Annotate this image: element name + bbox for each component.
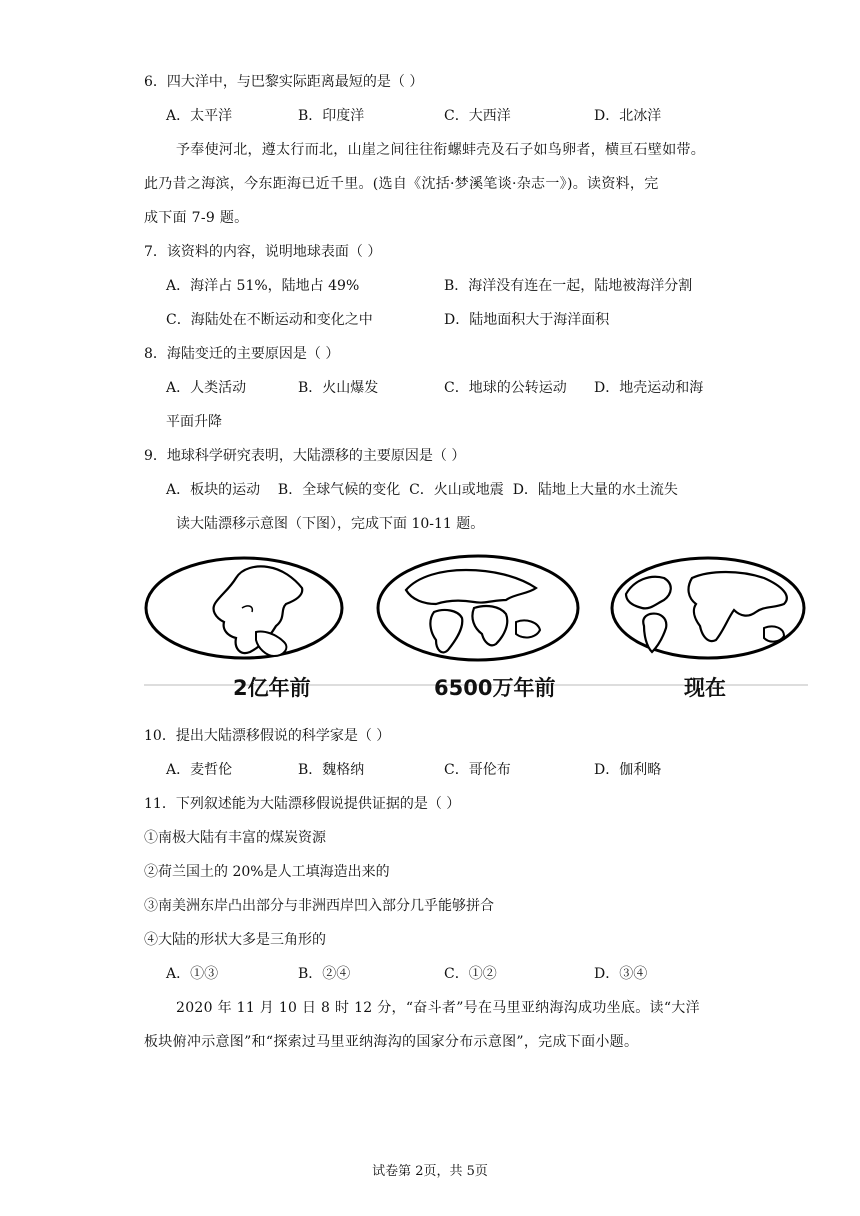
globe-200-million-years bbox=[146, 558, 342, 658]
q8-option-d-continuation: 平面升降 bbox=[166, 414, 222, 430]
q8-option-a: A．人类活动 bbox=[166, 380, 247, 396]
q8-option-d: D．地壳运动和海 bbox=[594, 380, 704, 396]
q11-stem: 11．下列叙述能为大陆漂移假说提供证据的是（ ） bbox=[144, 796, 461, 812]
q11-item-2: ②荷兰国土的 20%是人工填海造出来的 bbox=[144, 864, 390, 880]
q7-option-a: A．海洋占 51%，陆地占 49% bbox=[166, 278, 360, 294]
q8-option-c: C．地球的公转运动 bbox=[444, 380, 567, 396]
q10-option-a: A．麦哲伦 bbox=[166, 762, 233, 778]
q7-stem: 7．该资料的内容，说明地球表面（ ） bbox=[144, 244, 382, 260]
caption-present: 现在 bbox=[684, 676, 726, 700]
q10-option-c: C．哥伦布 bbox=[444, 762, 511, 778]
q11-item-3: ③南美洲东岸凸出部分与非洲西岸凹入部分几乎能够拼合 bbox=[144, 898, 494, 914]
q6-option-b: B．印度洋 bbox=[298, 108, 365, 124]
q10-option-d: D．伽利略 bbox=[594, 762, 662, 778]
q11-item-4: ④大陆的形状大多是三角形的 bbox=[144, 932, 326, 948]
q9-stem: 9．地球科学研究表明，大陆漂移的主要原因是（ ） bbox=[144, 448, 466, 464]
passage1-line3: 成下面 7-9 题。 bbox=[144, 210, 249, 226]
passage2-line2: 板块俯冲示意图”和“探索过马里亚纳海沟的国家分布示意图”，完成下面小题。 bbox=[144, 1034, 639, 1050]
caption-200-million: 2亿年前 bbox=[233, 676, 311, 700]
q7-option-d: D．陆地面积大于海洋面积 bbox=[444, 312, 610, 328]
q7-option-b: B．海洋没有连在一起，陆地被海洋分割 bbox=[444, 278, 693, 294]
q8-stem: 8．海陆变迁的主要原因是（ ） bbox=[144, 346, 340, 362]
passage2-line1: 2020 年 11 月 10 日 8 时 12 分，“奋斗者”号在马里亚纳海沟成功坐底。读“大洋 bbox=[176, 1000, 700, 1016]
globe-present bbox=[612, 558, 804, 658]
australia-present-icon bbox=[764, 626, 784, 641]
q11-option-c: C．①② bbox=[444, 966, 497, 982]
passage1-line2: 此乃昔之海滨，今东距海已近千里。(选自《沈括·梦溪笔谈·杂志一》)。读资料，完 bbox=[144, 176, 659, 192]
q11-option-d: D．③④ bbox=[594, 966, 648, 982]
q11-item-1: ①南极大陆有丰富的煤炭资源 bbox=[144, 830, 326, 846]
q6-option-a: A．太平洋 bbox=[166, 108, 233, 124]
passage1-line1: 予奉使河北，遵太行而北，山崖之间往往衔螺蚌壳及石子如鸟卵者，横亘石壁如带。 bbox=[176, 142, 706, 158]
q6-option-c: C．大西洋 bbox=[444, 108, 511, 124]
q11-option-a: A．①③ bbox=[166, 966, 219, 982]
q7-option-c: C．海陆处在不断运动和变化之中 bbox=[166, 312, 373, 328]
q6-option-d: D．北冰洋 bbox=[594, 108, 662, 124]
q6-stem: 6．四大洋中，与巴黎实际距离最短的是（ ） bbox=[144, 74, 424, 90]
q8-option-b: B．火山爆发 bbox=[298, 380, 379, 396]
page-footer: 试卷第 2页，共 5页 bbox=[372, 1164, 488, 1179]
globe-65-million-years bbox=[378, 556, 578, 660]
q10-option-b: B．魏格纳 bbox=[298, 762, 365, 778]
caption-65-million: 6500万年前 bbox=[434, 676, 556, 700]
q10-stem: 10．提出大陆漂移假说的科学家是（ ） bbox=[144, 728, 391, 744]
q9-options: A．板块的运动 B．全球气候的变化 C．火山或地震 D．陆地上大量的水土流失 bbox=[166, 482, 678, 498]
q11-option-b: B．②④ bbox=[298, 966, 351, 982]
intro-10-11: 读大陆漂移示意图（下图），完成下面 10-11 题。 bbox=[176, 516, 485, 532]
